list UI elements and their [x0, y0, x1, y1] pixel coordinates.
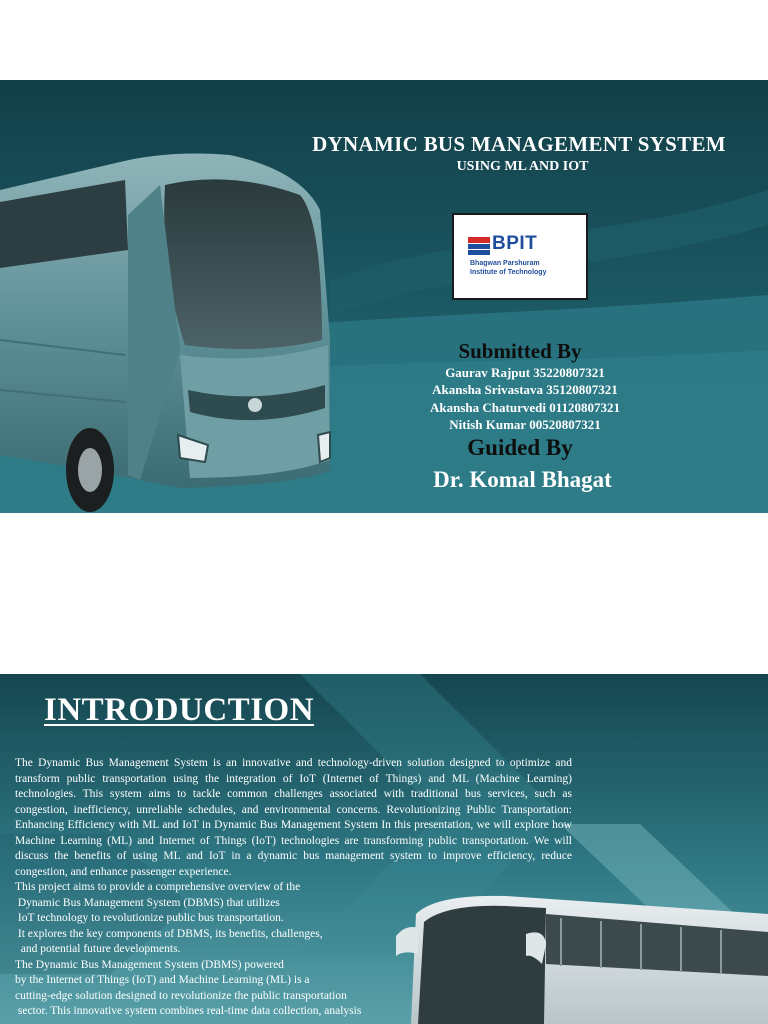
member-name: Gaurav Rajput 35220807321 [445, 365, 605, 380]
body-line: cutting-edge solution designed to revolutionize the public transportation [15, 989, 347, 1002]
logo-name: BPIT [492, 233, 538, 254]
body-line: It explores the key components of DBMS, its benefits, challenges, [15, 927, 323, 940]
body-line: and potential future developments. [15, 943, 181, 955]
body-line: Dynamic Bus Management System (DBMS) that utilizes [15, 896, 280, 909]
logo-subtitle-line1: Bhagwan Parshuram [470, 260, 540, 267]
body-line: by the Internet of Things (IoT) and Machine Learning (ML) is a [15, 974, 310, 986]
presentation-subtitle: USING ML AND IOT [456, 159, 589, 174]
body-line: IoT technology to revolutionize public bus transportation. [15, 912, 284, 924]
body-line: The Dynamic Bus Management System (DBMS) powered [15, 958, 284, 971]
guided-by-heading: Guided By [467, 435, 573, 460]
member-name: Akansha Srivastava 35120807321 [432, 382, 618, 397]
guide-name: Dr. Komal Bhagat [433, 467, 612, 492]
coach-bus-image [0, 140, 335, 513]
bpit-flag-icon [468, 237, 490, 255]
member-name: Nitish Kumar 00520807321 [449, 417, 601, 432]
member-name: Akansha Chaturvedi 01120807321 [430, 400, 620, 415]
body-line: sector. This innovative system combines real-time data collection, analysis [15, 1005, 362, 1017]
body-line: This project aims to provide a comprehensive overview of the [15, 881, 301, 893]
submitted-by-heading: Submitted By [458, 339, 582, 363]
introduction-paragraph: The Dynamic Bus Management System is an innovative and technology-driven solution designed to optimize and transform public transportation using the integration of IoT (Internet of Things) and ML (Machine Learning) technologies. This system aims to tackle common challenges associated with traditional bus services, such as congestion, inefficiency, unreliable schedules, and environmental concerns. Revolutionizing Public Transportation: Enhancing Efficiency with ML and IoT in Dynamic Bus Management System In this presentation, we will explore how Machine Learning (ML) and Internet of Things (IoT) technologies are transforming public transportation. We will discuss the benefits of using ML and IoT in a dynamic bus management system to improve efficiency, reduce congestion, and enhance passenger experience. [15, 757, 572, 878]
logo-subtitle-line2: Institute of Technology [470, 269, 547, 276]
introduction-slide [0, 674, 768, 1024]
white-coach-bus-image [396, 884, 768, 1024]
bpit-logo [452, 213, 588, 300]
introduction-heading: INTRODUCTION [44, 692, 315, 728]
presentation-title: DYNAMIC BUS MANAGEMENT SYSTEM [312, 132, 726, 156]
title-slide [0, 80, 768, 513]
